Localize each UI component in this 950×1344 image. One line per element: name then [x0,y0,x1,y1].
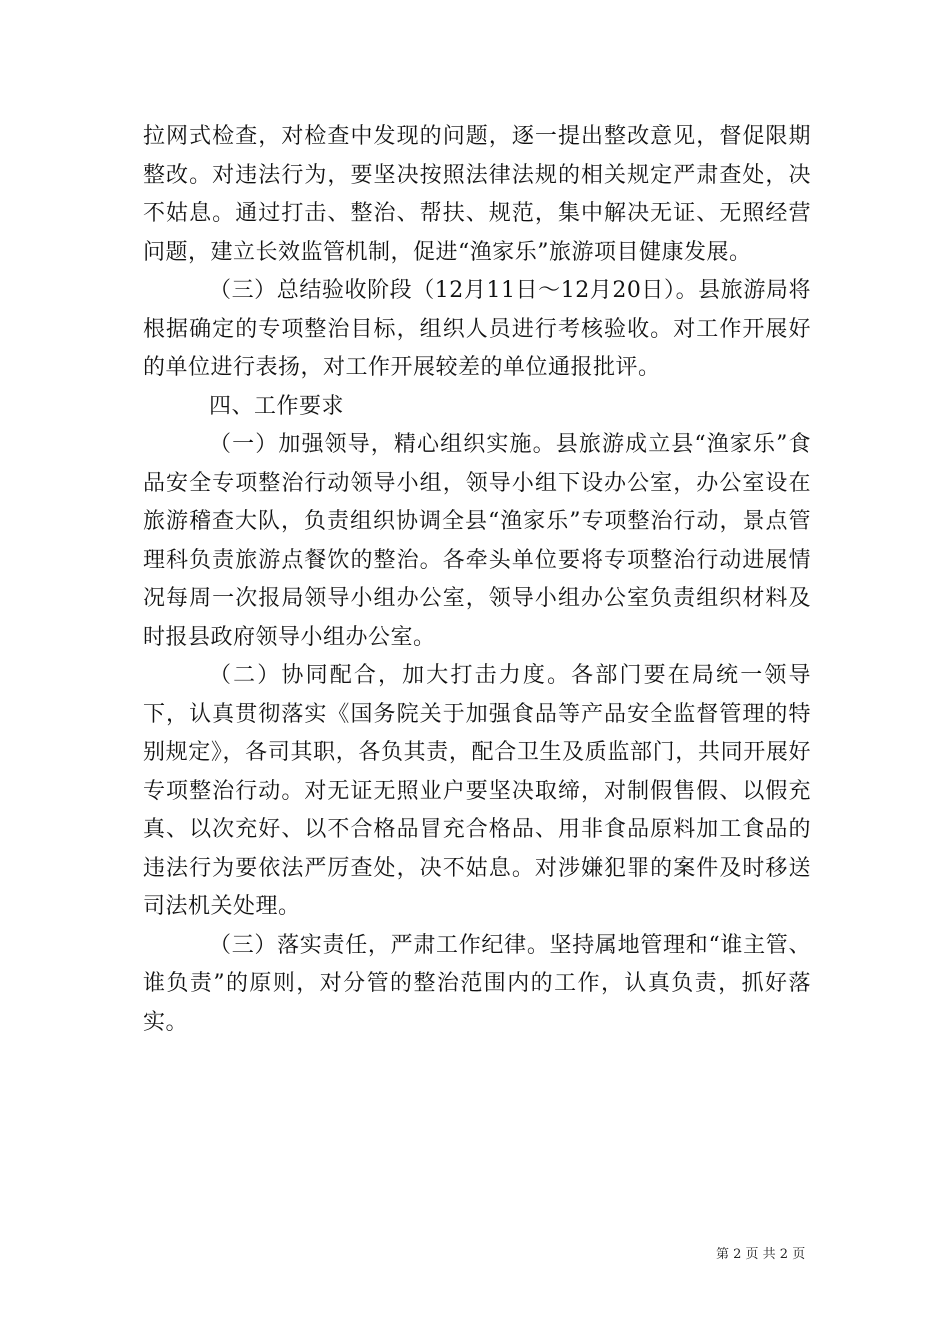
document-body [143,118,811,1042]
section-heading-work-requirements: 四、工作要求 [209,393,345,419]
page-number: 第 2 页 共 2 页 [716,1247,806,1262]
paragraph-coordination: （二）协同配合，加大打击力度。各部门要在局统一领导下，认真贯彻落实《国务院关于加强食品等产品安全监督管理的特别规定》，各司其职，各负其责，配合卫生及质监部门，共同开展好专项整治行动。对无证无照业户要坚决取缔，对制假售假、以假充真、以次充好、以不合格品冒充合格品、用非食品原料加工食品的违法行为要依法严厉查处，决不姑息。对涉嫌犯罪的案件及时移送司法机关处理。 [143,663,811,919]
paragraph-summary-stage: （三）总结验收阶段（12月11日～12月20日）。县旅游局将根据确定的专项整治目标，组织人员进行考核验收。对工作开展好的单位进行表扬，对工作开展较差的单位通报批评。 [143,278,811,380]
paragraph-continuation: 拉网式检查，对检查中发现的问题，逐一提出整改意见，督促限期整改。对违法行为，要坚决按照法律法规的相关规定严肃查处，决不姑息。通过打击、整治、帮扶、规范，集中解决无证、无照经营问题，建立长效监管机制，促进“渔家乐”旅游项目健康发展。 [143,124,811,265]
paragraph-strengthen-leadership: （一）加强领导，精心组织实施。县旅游成立县“渔家乐”食品安全专项整治行动领导小组，领导小组下设办公室，办公室设在旅游稽查大队，负责组织协调全县“渔家乐”专项整治行动，景点管理科负责旅游点餐饮的整治。各牵头单位要将专项整治行动进展情况每周一次报局领导小组办公室，领导小组办公室负责组织材料及时报县政府领导小组办公室。 [143,432,811,650]
paragraph-responsibility: （三）落实责任，严肃工作纪律。坚持属地管理和“谁主管、谁负责”的原则，对分管的整治范围内的工作，认真负责，抓好落实。 [143,932,811,1035]
